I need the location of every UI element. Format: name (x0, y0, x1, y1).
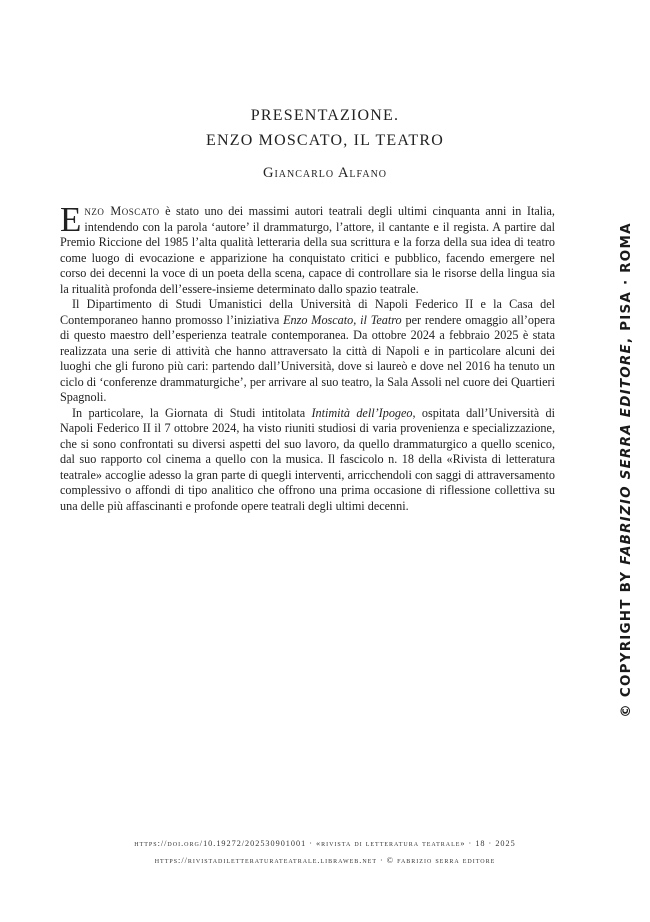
paragraph-3-text-b: , ospitata dall’Università di Napoli Federico II il 7 ottobre 2024, ha visto riuniti studiosi di varia provenienza e specializzazione, che si sono confrontati su diversi aspetti del suo lavoro, da quello drammaturgico a quello scenico, dal suo rapporto col cinema a quello con la musica. Il fascicolo n. 18 della «Rivista di letteratura teatrale» accoglie adesso la gran parte di quegli interventi, arricchendoli con saggi di attraversamento complessivo o affondi di tipo analitico che offrono una prima occasione di riflessione collettiva su una delle più affascinanti e profonde opere teatrali degli ultimi decenni. (60, 405, 555, 513)
footer-doi: https://doi.org/10.19272/202530901001 · «rivista di letteratura teatrale» · 18 · 2025 (134, 839, 516, 848)
copyright-text-a: © COPYRIGHT BY (618, 564, 634, 718)
footer-website: https://rivistadiletteraturateatrale.libraweb.net · © fabrizio serra editore (154, 856, 496, 865)
copyright-notice (618, 222, 634, 717)
paragraph-3 (60, 406, 555, 515)
paragraph-2 (60, 297, 555, 406)
paragraph-1-text: è stato uno dei massimi autori teatrali degli ultimi cinquanta anni in Italia, intendendo con la parola ‘autore’ il drammaturgo, l’attore, il cantante e il regista. A partire dal Premio Riccione del 1985 l’alta qualità letteraria della sua scrittura e la forza della sua idea di teatro come luogo di evocazione e apparizione ha conquistato critici e pubblico, facendo emergere nel corso dei decenni la voce di un poeta della scena, capace di controllare sia le risorse della lingua sia la ritualità profonda dell’essere-insieme determinato dallo spazio teatrale. (60, 204, 555, 296)
paragraph-2-text-b: per rendere omaggio all’opera di questo maestro dell’esperienza teatrale contemporanea. Da ottobre 2024 a febbraio 2025 è stata realizzata una serie di attività che hanno attraversato la città di Napoli e in particolare alcuni dei luoghi che gli furono più cari: partendo dall’Università, dove si laureò e dove nel 2016 ha tenuto un ciclo di ‘conferenze drammaturgiche’, per arrivare al suo teatro, la Sala Assoli nel cuore dei Quartieri Spagnoli. (60, 312, 555, 404)
drop-cap: E (60, 200, 82, 239)
copyright-publisher: FABRIZIO SERRA EDITORE (618, 343, 634, 565)
article-title-line-2: ENZO MOSCATO, IL TEATRO (206, 132, 444, 149)
author-name-inline: nzo Moscato (84, 204, 160, 218)
article-body (60, 200, 555, 514)
article-title-line-1: PRESENTAZIONE. (250, 107, 400, 124)
paragraph-1 (60, 200, 555, 297)
paragraph-2-italic: Enzo Moscato, il Teatro (283, 312, 402, 327)
paragraph-2-text-a: Il Dipartimento di Studi Umanistici della Università di Napoli Federico II e la Casa del Contemporaneo hanno promosso l’iniziativa (60, 297, 555, 327)
paragraph-3-text-a: In particolare, la Giornata di Studi intitolata (72, 405, 312, 420)
paragraph-3-italic: Intimità dell’Ipogeo (311, 405, 413, 420)
copyright-text-b: , PISA · ROMA (618, 222, 634, 344)
author-name: Giancarlo Alfano (262, 165, 388, 181)
